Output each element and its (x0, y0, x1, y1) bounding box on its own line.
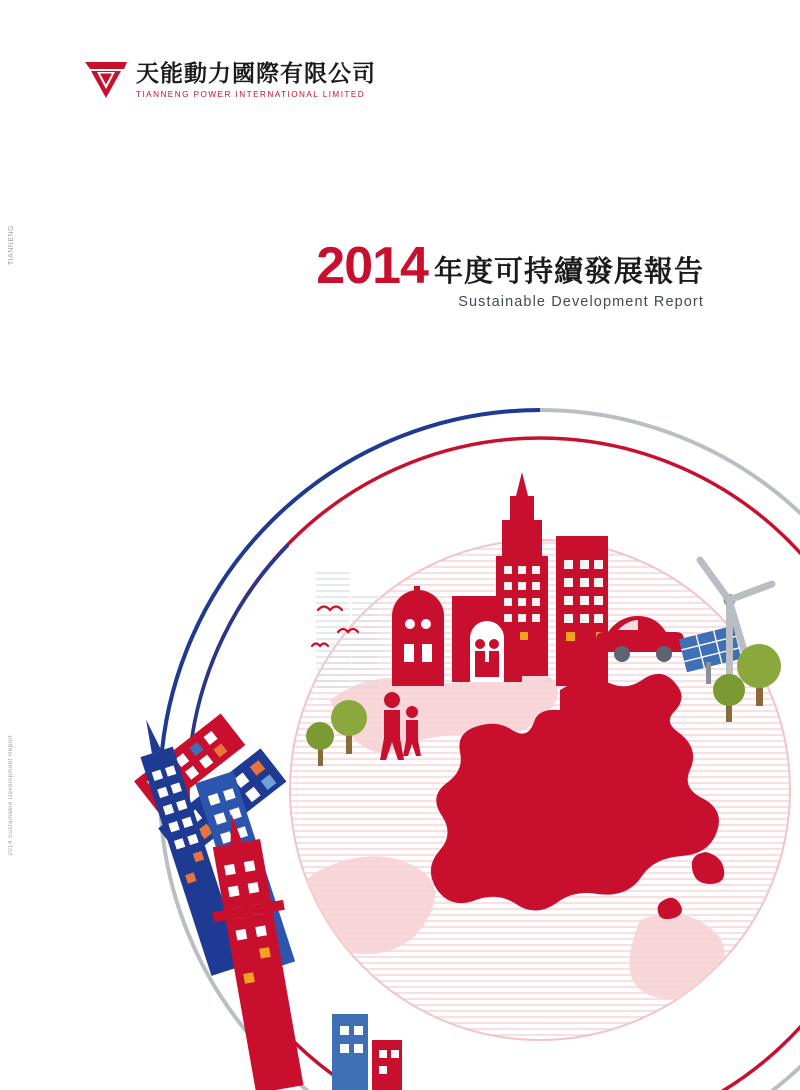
logo-company-name-en: TIANNENG POWER INTERNATIONAL LIMITED (136, 90, 366, 100)
tianneng-v-mark-icon (84, 58, 128, 100)
spine-label-top: TIANNENG (8, 225, 15, 266)
report-title-en: Sustainable Development Report (458, 293, 704, 310)
report-title-cn: 年度可持續發展報告 (433, 253, 704, 288)
company-logo (84, 58, 376, 100)
spine-label-bottom: 2014 Sustainable Development Report (8, 735, 14, 856)
report-year: 2014 (316, 237, 428, 295)
page-title (316, 237, 704, 310)
logo-company-name-cn: 天能動力國際有限公司 (136, 61, 376, 87)
global-sustainability-illustration (0, 400, 800, 1090)
